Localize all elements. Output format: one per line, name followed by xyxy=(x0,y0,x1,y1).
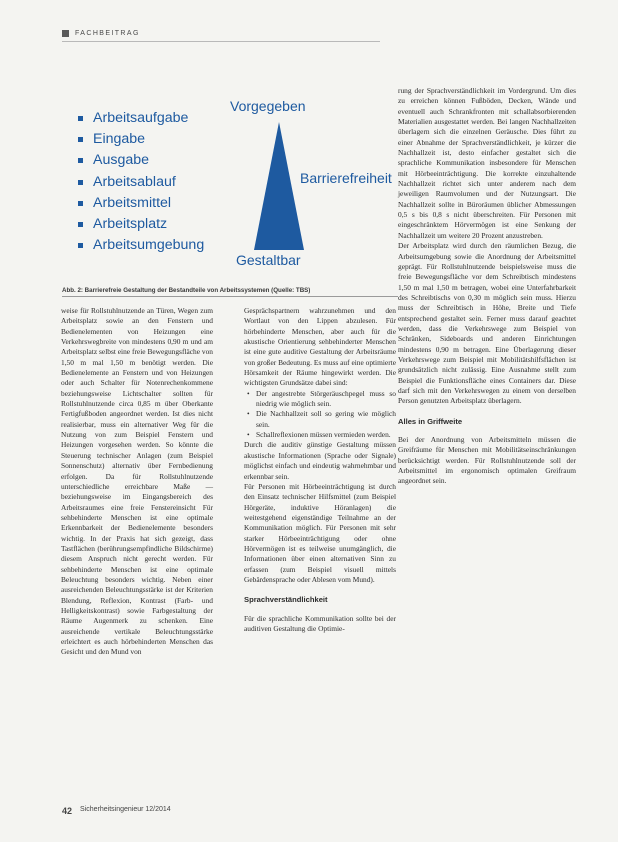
figure-bullet: Arbeitsumgebung xyxy=(78,235,204,256)
list-item: • Die Nachhallzeit soll so gering wie möglich sein. xyxy=(256,409,396,430)
caption-divider xyxy=(62,296,398,297)
text-column-2 xyxy=(244,306,396,634)
paragraph: rung der Sprachverständlichkeit im Vordergrund. Um dies zu erreichen können Fußböden, Decken, Wände und eventuell auch Schrankfronten mit schallabsorbierenden Materialien ausgestattet werden. Bei langen Nachhallzeiten überlagern sich die einzelnen Geräusche. Dies führt zu einer Abnahme der Sprachverständlichkeit, je kürzer die Nachhallzeit ist, desto einfacher gestaltet sich die sprachliche Kommunikation insbesondere für Menschen mit Hörbeeinträchtigung. Die korrekte einzuhaltende Nachhallzeit richtet sich unter anderem nach dem jeweiligen Raumvolumen und der Nutzungsart. Die Nachhallzeit sollte in Büroräumen üblicher Abmessungen 0,5 s bis 0,8 s nicht überschreiten. Für Personen mit eingeschränktem Hörvermögen ist eine Senkung der Nachhallzeit um weitere 20 Prozent anzustreben. xyxy=(398,86,576,240)
bullet-icon xyxy=(78,201,83,206)
paragraph: Gesprächspartnern wahrzunehmen und den Wortlaut von den Lippen abzulesen. Für hörbehinderte Menschen, aber auch für die akustische Orientierung sehbehinderter Menschen ist eine gute auditive Gestaltung der Arbeitsräume von großer Bedeutung. Es muss auf eine optimierte Hörsamkeit der Räume hingewirkt werden. Die wichtigsten Grundsätze dabei sind: xyxy=(244,306,396,388)
figure-bullet: Eingabe xyxy=(78,129,204,150)
figure-bullet: Ausgabe xyxy=(78,150,204,171)
bullet-icon xyxy=(78,158,83,163)
paragraph: weise für Rollstuhlnutzende an Türen, Wegen zum Arbeitsplatz sowie an den Fenstern und Bedienelementen von Heizungen eine Verkehrswegbreite von mindestens 0,90 m und am Arbeitsplatz selbst eine freie Bewegungsfläche von 1,50 m mal 1,50 m benötigt werden. Die Bedienelemente an Fenstern und von Heizungen oder auch Schalter für Notenrechenkommene beziehungsweise Lichtschalter sollten für Rollstuhlnutzende circa 0,85 m über Oberkante Fertigfußboden angeordnet werden. Ist dies nicht realisierbar, muss ein alternativer Weg für die Nutzung von zum Beispiel Fenstern und Heizungen vorgesehen werden. So könnte die Steuerung technischer Anlagen (zum Beispiel Sonnenschutz) alternativ über Fernbedienung erfolgen. Da für Rollstuhlnutzende unterschiedliche erreichbare Maße — beziehungsweise im Eingangsbereich des Arbeitsraumes eine freie Fenstereinsicht Für sehbehinderte Menschen ist eine optimale Erkennbarkeit der Bedienelemente besonders wichtig. In der Praxis hat sich gezeigt, dass Tastflächen (berührungsempfindliche Bildschirme) diesem Anspruch nicht gerecht werden. Für sehbehinderte Menschen ist eine optimale Beleuchtung besonders wichtig. Neben einer ausreichenden Beleuchtungsstärke ist der Kriterien Blendung, Reflexion, Kontrast (Farb- und Helligkeitskontrast) sowie Farbgestaltung der Räume Augenmerk zu schenken. Eine ausreichende vertikale Beleuchtungsstärke erleichtert es auch hörbehinderten Menschen das Gesicht und den Mund von xyxy=(61,306,213,657)
page-number: 42 xyxy=(62,806,73,816)
figure-bullet-list xyxy=(78,108,204,256)
page-footer xyxy=(62,806,171,816)
principles-list xyxy=(244,389,396,441)
figure-barrier-free-design xyxy=(60,98,400,278)
figure-bullet: Arbeitsaufgabe xyxy=(78,108,204,129)
bullet-icon xyxy=(78,137,83,142)
figure-bullet: Arbeitsablauf xyxy=(78,172,204,193)
list-item: • Schallreflexionen müssen vermieden werden. xyxy=(256,430,396,440)
journal-name: Sicherheitsingenieur 12/2014 xyxy=(80,806,171,813)
section-tag xyxy=(62,30,140,37)
paragraph: Für die sprachliche Kommunikation sollte bei der auditiven Gestaltung die Optimie- xyxy=(244,613,396,633)
paragraph: Durch die auditiv günstige Gestaltung müssen akustische Informationen (Sprache oder Signale) möglichst einfach und eindeutig wahrnehmbar und erkennbar sein. xyxy=(244,440,396,481)
triangle-icon xyxy=(250,122,308,250)
paragraph: Für Personen mit Hörbeeinträchtigung ist durch den Einsatz technischer Hilfsmittel (zum Beispiel Hörgeräte, induktive Höranlagen) die weitestgehend eigenständige Teilnahme an der Kommunikation möglich. Für Personen mit sehr starker Hörbeeinträchtigung oder ohne Hörvermögen ist es teilweise unumgänglich, die Informationen über einen alternativen Sinn zu erfassen (zum Beispiel visuell mittels Gebärdensprache oder Ablesen vom Mund). xyxy=(244,481,396,584)
text-column-1 xyxy=(61,306,213,658)
figure-bullet: Arbeitsmittel xyxy=(78,193,204,214)
figure-label-vorgegeben: Vorgegeben xyxy=(230,98,306,114)
header-divider xyxy=(62,41,380,42)
subheading: Alles in Griffweite xyxy=(398,416,463,426)
paragraph: Der Arbeitsplatz wird durch den räumlichen Bezug, die Arbeitsumgebung sowie die Anordnung der Arbeitsmittel geprägt. Für Rollstuhlnutzende beispielsweise muss die freie Bewegungsfläche vor dem Schreibtisch mindestens 1,50 m mal 1,50 m betragen, wobei eine Unterfahrbarkeit des Schreibtischs von 0,30 m möglich sein muss. Hierzu muss der Schreibtisch in Höhe, Breite und Tiefe entsprechend gestaltet sein. Ferner muss darauf geachtet werden, dass die Verkehrswege zum Beispiel von Schränken, Sideboards und anderen Einrichtungen mindestens 0,90 m betragen. Eine Überlagerung dieser Verkehrswege zum Beispiel mit Mobilitätshilfsflächen ist grundsätzlich nicht zulässig. Eine Ausnahme stellt zum Beispiel die Funktionsfläche eines Containers dar. Diese darf sich mit den Verkehrswegen zu einem von derselben Person genutzten Arbeitsplatz überlagern. xyxy=(398,241,576,406)
figure-caption: Abb. 2: Barrierefreie Gestaltung der Bestandteile von Arbeitssystemen (Quelle: TBS) xyxy=(62,287,311,294)
bullet-icon xyxy=(78,243,83,248)
figure-label-gestaltbar: Gestaltbar xyxy=(236,252,301,268)
bullet-icon xyxy=(78,222,83,227)
section-marker xyxy=(62,30,69,37)
section-label: FACHBEITRAG xyxy=(75,30,140,37)
bullet-icon xyxy=(78,116,83,121)
subheading: Sprachverständlichkeit xyxy=(244,595,328,605)
list-item: • Der angestrebte Störgeräuschpegel muss so niedrig wie möglich sein. xyxy=(256,389,396,410)
figure-bullet: Arbeitsplatz xyxy=(78,214,204,235)
figure-label-barrierefreiheit: Barrierefreiheit xyxy=(300,170,392,186)
bullet-icon xyxy=(78,180,83,185)
paragraph: Bei der Anordnung von Arbeitsmitteln müssen die Greifräume für Menschen mit Mobilitätseinschränkungen berücksichtigt werden. Für Rollstuhlnutzende soll der Arbeitsmittel im ergonomisch optimalen Greifraum angeordnet sein. xyxy=(398,435,576,486)
text-column-3 xyxy=(398,86,576,487)
